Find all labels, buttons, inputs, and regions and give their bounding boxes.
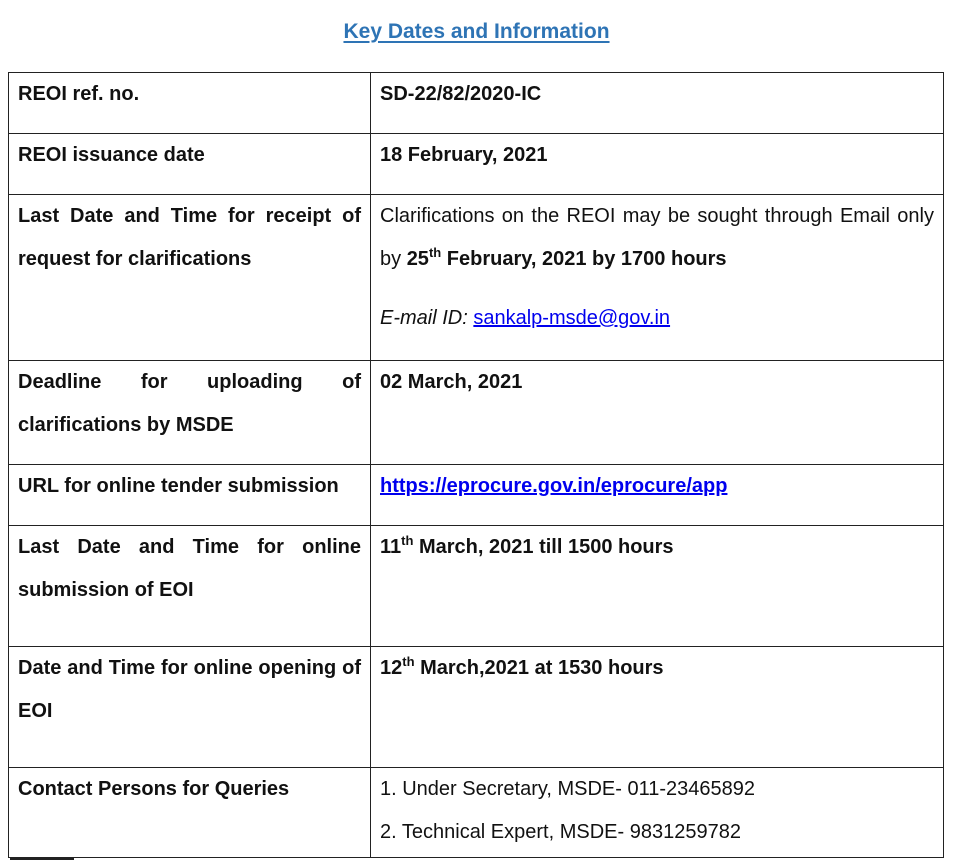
row-label-opening-date: Date and Time for online opening of EOI: [9, 647, 371, 768]
submission-day: 11: [380, 536, 402, 558]
row-value-tender-url: [371, 465, 944, 526]
clarification-day: 25: [406, 248, 429, 270]
clarification-text: Clarifications on the REOI may be sought through Email only by: [380, 205, 934, 270]
email-label: E-mail ID:: [380, 307, 468, 329]
table-row: [9, 361, 944, 465]
opening-rest: March,2021 at 1530 hours: [414, 657, 664, 679]
row-value-reoi-ref: SD-22/82/2020-IC: [371, 73, 944, 134]
table-row: [9, 647, 944, 768]
row-value-clarification-request: [371, 195, 944, 361]
row-label-clarification-upload: Deadline for uploading of clarifications by MSDE: [9, 361, 371, 465]
table-row: [9, 768, 944, 858]
table-row: [9, 526, 944, 647]
key-dates-table: [8, 72, 944, 858]
opening-day-suffix: th: [402, 654, 415, 669]
row-value-issuance-date: 18 February, 2021: [371, 134, 944, 195]
clarification-deadline: February, 2021 by 1700 hours: [441, 248, 727, 270]
opening-day: 12: [380, 657, 403, 679]
row-label-contacts: Contact Persons for Queries: [9, 768, 371, 858]
row-label-submission-deadline: Last Date and Time for online submission of EOI: [9, 526, 371, 647]
clarification-day-suffix: th: [428, 245, 442, 260]
table-row: [9, 195, 944, 361]
page-title: Key Dates and Information: [343, 20, 610, 43]
table-row: [9, 73, 944, 134]
row-label-clarification-request: Last Date and Time for receipt of request for clarifications: [9, 195, 371, 361]
contact-item: 2. Technical Expert, MSDE- 9831259782: [380, 821, 741, 843]
row-value-submission-deadline: [371, 526, 944, 647]
row-label-issuance-date: REOI issuance date: [9, 134, 371, 195]
table-bottom-fragment: [10, 857, 74, 860]
row-value-clarification-upload: 02 March, 2021: [371, 361, 944, 465]
table-row: [9, 134, 944, 195]
row-value-opening-date: [371, 647, 944, 768]
contact-item: 1. Under Secretary, MSDE- 011-23465892: [380, 778, 756, 800]
tender-url-link[interactable]: https://eprocure.gov.in/eprocure/app: [380, 475, 728, 497]
row-label-reoi-ref: REOI ref. no.: [9, 73, 371, 134]
submission-rest: March, 2021 till 1500 hours: [413, 536, 674, 558]
row-label-tender-url: URL for online tender submission: [9, 465, 371, 526]
email-line: [380, 297, 934, 340]
submission-day-suffix: th: [401, 533, 414, 548]
email-link[interactable]: sankalp-msde@gov.in: [473, 307, 671, 329]
table-row: [9, 465, 944, 526]
row-value-contacts: [371, 768, 944, 858]
